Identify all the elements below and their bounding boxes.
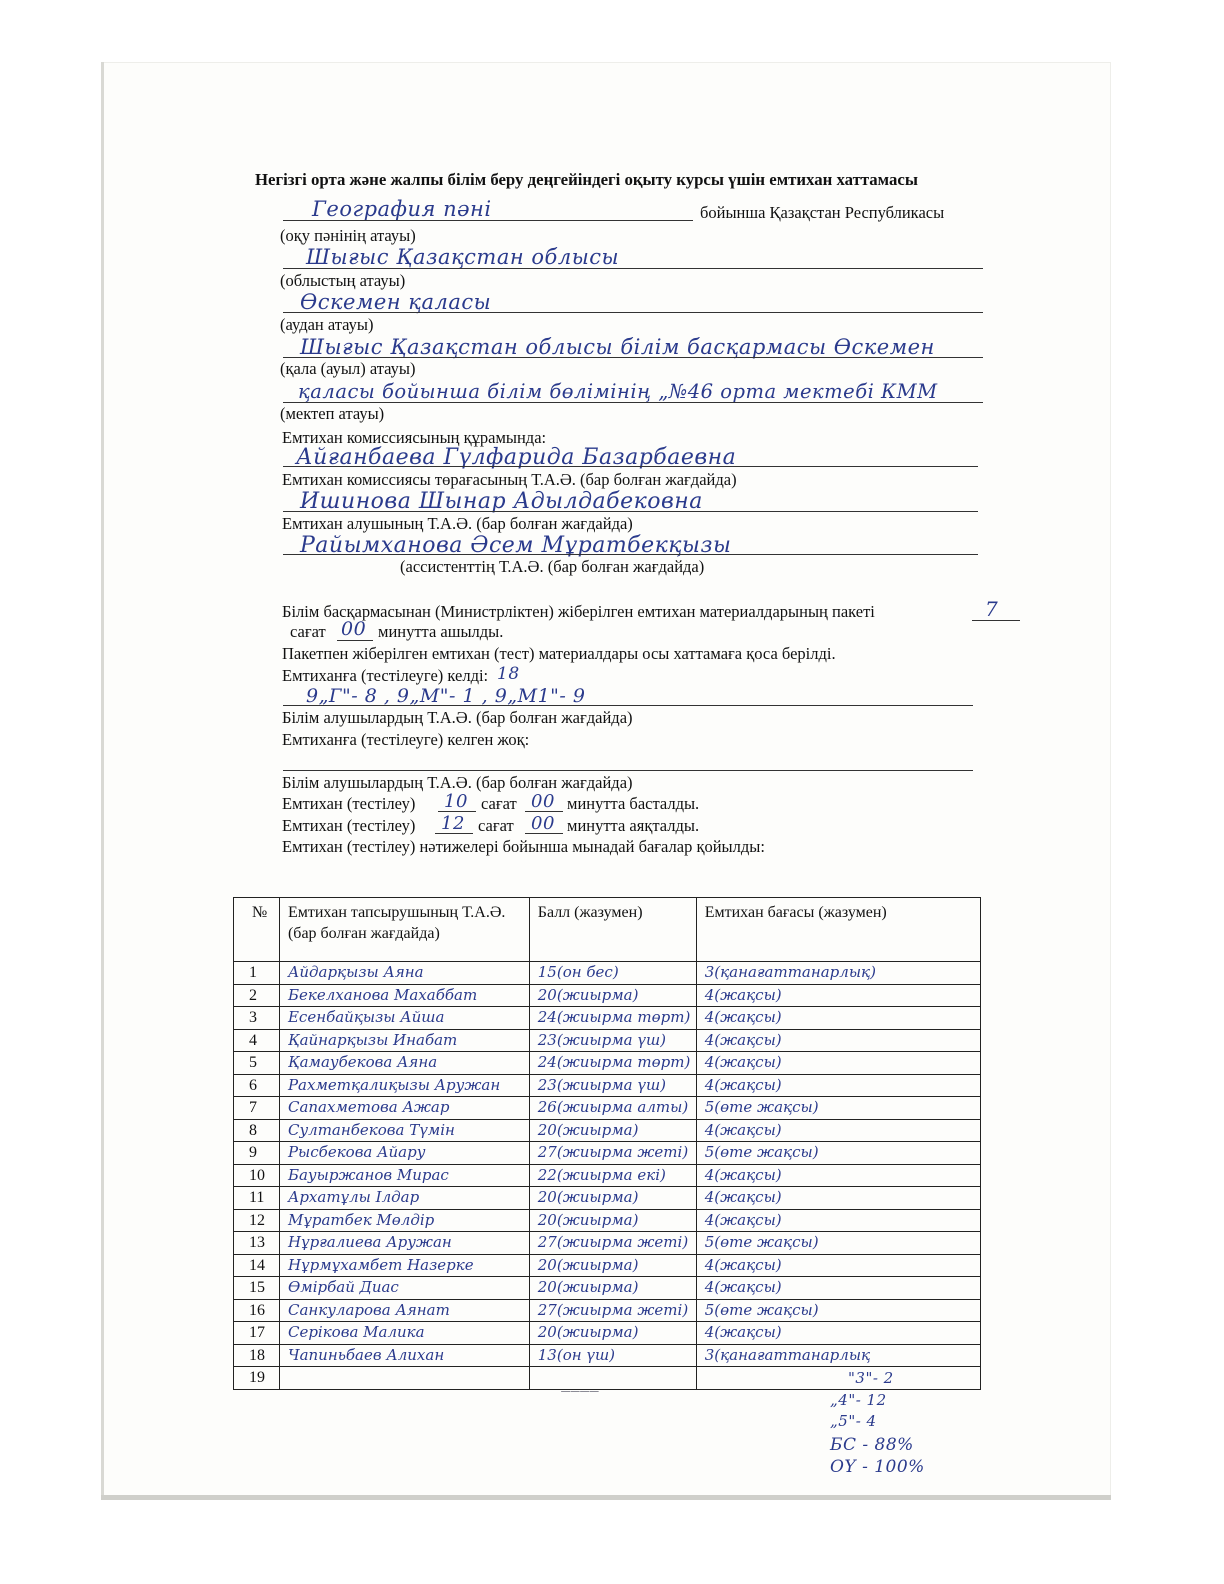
student-name: Серікова Малика (287, 1323, 425, 1341)
region-value: Шығыс Қазақстан облысы (306, 245, 620, 269)
student-grade-cell (696, 1187, 980, 1210)
student-grade-cell (696, 1119, 980, 1142)
student-grade-cell (696, 1097, 980, 1120)
student-grade: 4(жақсы) (704, 1188, 782, 1206)
student-grade: 4(жақсы) (704, 1008, 782, 1026)
document-title: Негізгі орта және жалпы білім беру деңгейіндегі оқыту курсы үшін емтихан хаттамасы (255, 170, 918, 189)
subject-underline (283, 220, 693, 221)
city-value: Шығыс Қазақстан облысы білім басқармасы Өскемен (300, 335, 935, 359)
row-number: 1 (234, 962, 280, 985)
student-name-cell (279, 1299, 529, 1322)
row-number: 12 (234, 1209, 280, 1232)
student-grade: 3(қанағаттанарлық) (704, 963, 876, 981)
student-name: Бекелханова Махаббат (287, 985, 478, 1004)
student-score: 20(жиырма) (537, 1120, 639, 1139)
attended-underline (283, 705, 973, 706)
student-grade: 5(өте жақсы) (704, 1233, 819, 1251)
subject-caption: (оқу пәнінің атауы) (280, 226, 416, 245)
student-score: 15(он бес) (537, 963, 619, 981)
package-minute-underline (337, 640, 373, 641)
table-row (234, 1142, 981, 1165)
student-grade-cell (696, 1367, 980, 1390)
student-grade-cell (696, 984, 980, 1007)
student-score: 20(жиырма) (537, 1210, 639, 1229)
student-score-cell (529, 1074, 696, 1097)
city-caption: (қала (ауыл) атауы) (280, 359, 416, 378)
student-name-cell (279, 1232, 529, 1255)
student-grade-cell (696, 1322, 980, 1345)
package-line-1: Білім басқармасынан (Министрліктен) жіберілген емтихан материалдарының пакеті (282, 602, 875, 621)
student-name-cell (279, 1322, 529, 1345)
table-row (234, 984, 981, 1007)
table-header-row (234, 898, 981, 962)
table-row (234, 962, 981, 985)
student-grade-cell (696, 1052, 980, 1075)
district-caption: (аудан атауы) (280, 315, 374, 334)
summary-grade-4: „4"- 12 (830, 1391, 887, 1409)
row-number: 2 (234, 984, 280, 1007)
student-grade: 4(жақсы) (704, 1278, 782, 1296)
student-name: Есенбайқызы Айша (287, 1008, 445, 1026)
start-minute-underline (525, 811, 563, 812)
student-score-cell (529, 984, 696, 1007)
student-name: Мұратбек Мөлдiр (287, 1210, 435, 1229)
student-grade: 4(жақсы) (704, 1210, 782, 1229)
page-edge-shadow (101, 62, 104, 1498)
student-score-cell (529, 1232, 696, 1255)
summary-grade-3: "3"- 2 (848, 1369, 894, 1387)
attended-label: Емтиханға (тестілеуге) келді: (282, 666, 489, 685)
package-hour-label: сағат (290, 622, 326, 641)
row-number: 16 (234, 1299, 280, 1322)
student-name: Султанбекова Түмін (287, 1120, 455, 1139)
student-name-cell (279, 1277, 529, 1300)
row-number: 17 (234, 1322, 280, 1345)
student-grade: 3(қанағаттанарлық (704, 1345, 871, 1364)
student-name: Қайнарқызы Инабат (287, 1030, 458, 1049)
student-grade: 4(жақсы) (704, 1120, 782, 1139)
student-name-cell (279, 1097, 529, 1120)
table-row (234, 1164, 981, 1187)
header-grade: Емтихан бағасы (жазумен) (696, 898, 980, 962)
chair-name: Айғанбаева Гүлфарида Базарбаевна (296, 445, 737, 470)
results-table (233, 897, 981, 1390)
student-score: 20(жиырма) (537, 1323, 639, 1341)
district-underline (283, 312, 983, 313)
header-number: № (234, 898, 280, 962)
examiner-caption: Емтихан алушының Т.А.Ә. (бар болған жағдайда) (282, 514, 633, 533)
student-score: 26(жиырма алты) (537, 1098, 689, 1116)
student-name: Нұрмұхамбет Назерке (287, 1255, 474, 1274)
student-name: Сапахметова Ажар (287, 1098, 450, 1116)
student-score-cell (529, 1097, 696, 1120)
student-grade-cell (696, 1164, 980, 1187)
student-score: 23(жиырма үш) (537, 1030, 667, 1049)
summary-success: ОҮ - 100% (830, 1457, 925, 1477)
student-name-cell (279, 1007, 529, 1030)
assistant-caption: (ассистенттің Т.А.Ә. (бар болған жағдайда) (400, 557, 705, 576)
student-grade-cell (696, 1232, 980, 1255)
school-underline (283, 402, 983, 403)
start-hour-underline (438, 811, 476, 812)
student-name-cell (279, 1052, 529, 1075)
pen-stroke-mark: ⎯⎯⎯⎯ (560, 1380, 598, 1401)
package-minute: 00 (341, 618, 367, 640)
table-row (234, 1277, 981, 1300)
student-score-cell (529, 1322, 696, 1345)
end-suffix: минутта аяқталды. (567, 816, 700, 835)
district-value: Өскемен қаласы (300, 290, 492, 314)
student-grade-cell (696, 1254, 980, 1277)
student-score-cell (529, 1254, 696, 1277)
row-number: 4 (234, 1029, 280, 1052)
school-caption: (мектеп атауы) (280, 404, 385, 423)
student-name: Нұрғалиева Аружан (287, 1233, 452, 1251)
student-grade: 5(өте жақсы) (704, 1098, 819, 1116)
student-name-cell (279, 1344, 529, 1367)
table-row (234, 1074, 981, 1097)
student-name-cell (279, 984, 529, 1007)
page-bottom-shadow (101, 1495, 1111, 1500)
examiner-underline (283, 511, 978, 512)
student-score-cell (529, 962, 696, 985)
student-grade-cell (696, 1007, 980, 1030)
table-row (234, 1299, 981, 1322)
student-score-cell (529, 1007, 696, 1030)
table-row (234, 1232, 981, 1255)
student-grade: 4(жақсы) (704, 1255, 782, 1274)
table-row (234, 1007, 981, 1030)
student-name: Чапиньбаев Алихан (287, 1345, 445, 1364)
student-score: 20(жиырма) (537, 1255, 639, 1274)
absent-underline (283, 770, 973, 771)
package-line-3: Пакетпен жіберілген емтихан (тест) материалдары осы хаттамаға қоса берілді. (282, 644, 836, 663)
attended-caption: Білім алушылардың Т.А.Ә. (бар болған жағдайда) (282, 708, 633, 727)
row-number: 14 (234, 1254, 280, 1277)
summary-quality: БС - 88% (830, 1435, 914, 1455)
student-score: 24(жиырма төрт) (537, 1008, 691, 1026)
student-score: 20(жиырма) (537, 1278, 639, 1296)
table-row (234, 1029, 981, 1052)
student-score-cell (529, 1367, 696, 1390)
student-grade-cell (696, 1209, 980, 1232)
student-score: 22(жиырма екі) (537, 1165, 666, 1184)
student-score: 20(жиырма) (537, 985, 639, 1004)
student-grade-cell (696, 1029, 980, 1052)
student-grade: 4(жақсы) (704, 1165, 782, 1184)
summary-grade-5: „5"- 4 (830, 1412, 877, 1430)
table-row (234, 1322, 981, 1345)
row-number: 3 (234, 1007, 280, 1030)
student-score-cell (529, 1164, 696, 1187)
student-score: 13(он үш) (537, 1345, 616, 1364)
chair-caption: Емтихан комиссиясы төрағасының Т.А.Ә. (бар болған жағдайда) (282, 470, 737, 489)
student-grade-cell (696, 1299, 980, 1322)
student-name: Архатұлы Ілдар (287, 1188, 420, 1206)
table-row (234, 1052, 981, 1075)
row-number: 7 (234, 1097, 280, 1120)
region-underline (283, 268, 983, 269)
end-hour-underline (435, 833, 473, 834)
end-prefix: Емтихан (тестілеу) (282, 816, 416, 835)
student-score: 27(жиырма жеті) (537, 1300, 689, 1319)
student-name-cell (279, 1164, 529, 1187)
region-caption: (облыстың атауы) (280, 271, 406, 290)
school-value: қаласы бойынша білім бөлімінің „№46 орта мектебі КММ (298, 380, 938, 403)
student-grade: 4(жақсы) (704, 1075, 782, 1094)
student-score: 20(жиырма) (537, 1188, 639, 1206)
student-name: Рысбекова Айару (287, 1143, 426, 1161)
student-grade: 4(жақсы) (704, 985, 782, 1004)
student-score: 27(жиырма жеті) (537, 1233, 689, 1251)
student-name: Рахметқалиқызы Аружан (287, 1075, 501, 1094)
student-grade-cell (696, 1277, 980, 1300)
results-intro: Емтихан (тестілеу) нәтижелері бойынша мынадай бағалар қойылды: (282, 837, 765, 856)
student-name: Өмірбай Диас (287, 1278, 399, 1296)
end-mid: сағат (478, 816, 514, 835)
student-grade-cell (696, 1344, 980, 1367)
city-underline (283, 357, 983, 358)
start-minute: 00 (531, 791, 555, 812)
end-minute-underline (525, 833, 563, 834)
student-score-cell (529, 1187, 696, 1210)
row-number: 9 (234, 1142, 280, 1165)
student-score: 23(жиырма үш) (537, 1075, 667, 1094)
subject-suffix: бойынша Қазақстан Республикасы (700, 203, 945, 222)
student-name-cell (279, 1254, 529, 1277)
row-number: 13 (234, 1232, 280, 1255)
commission-label: Емтихан комиссиясының құрамында: (282, 428, 547, 447)
start-mid: сағат (481, 794, 517, 813)
table-row (234, 1254, 981, 1277)
assistant-name: Райымханова Әсем Мұратбекқызы (300, 533, 732, 558)
student-score-cell (529, 1344, 696, 1367)
student-grade: 4(жақсы) (704, 1053, 782, 1071)
end-minute: 00 (531, 813, 555, 834)
table-row (234, 1209, 981, 1232)
student-name-cell (279, 1367, 529, 1390)
student-name-cell (279, 1209, 529, 1232)
student-grade-cell (696, 1142, 980, 1165)
student-name-cell (279, 1074, 529, 1097)
absent-caption: Білім алушылардың Т.А.Ә. (бар болған жағдайда) (282, 773, 633, 792)
row-number: 11 (234, 1187, 280, 1210)
table-row (234, 1119, 981, 1142)
row-number: 19 (234, 1367, 280, 1390)
student-grade-cell (696, 1074, 980, 1097)
row-number: 8 (234, 1119, 280, 1142)
student-score-cell (529, 1029, 696, 1052)
student-name-cell (279, 1142, 529, 1165)
student-name-cell (279, 962, 529, 985)
student-grade: 4(жақсы) (704, 1323, 782, 1341)
student-name-cell (279, 1029, 529, 1052)
end-hour: 12 (441, 813, 465, 834)
table-row (234, 1097, 981, 1120)
attended-count: 18 (497, 664, 520, 684)
student-grade: 5(өте жақсы) (704, 1143, 819, 1161)
package-hour-underline (972, 620, 1020, 621)
attended-classes: 9„Г"- 8 , 9„М"- 1 , 9„М1"- 9 (306, 685, 586, 707)
package-hour: 7 (985, 597, 999, 621)
examiner-name: Ишинова Шынар Адылдабековна (300, 489, 703, 514)
student-grade: 4(жақсы) (704, 1030, 782, 1049)
student-name: Бауыржанов Мирас (287, 1165, 449, 1184)
student-score-cell (529, 1142, 696, 1165)
row-number: 10 (234, 1164, 280, 1187)
table-row (234, 1344, 981, 1367)
student-score: 24(жиырма төрт) (537, 1053, 691, 1071)
subject-value: География пәні (312, 197, 492, 221)
row-number: 6 (234, 1074, 280, 1097)
student-name: Айдарқызы Аяна (287, 963, 424, 981)
header-score: Балл (жазумен) (529, 898, 696, 962)
header-name: Емтихан тапсырушының Т.А.Ә. (бар болған жағдайда) (279, 898, 529, 962)
table-row (234, 1187, 981, 1210)
start-suffix: минутта басталды. (567, 794, 700, 813)
start-hour: 10 (444, 791, 468, 812)
assistant-underline (283, 554, 978, 555)
student-score-cell (529, 1299, 696, 1322)
absent-label: Емтиханға (тестілеуге) келген жоқ: (282, 730, 530, 749)
row-number: 15 (234, 1277, 280, 1300)
start-prefix: Емтихан (тестілеу) (282, 794, 416, 813)
student-score-cell (529, 1119, 696, 1142)
student-score: 27(жиырма жеті) (537, 1143, 689, 1161)
row-number: 18 (234, 1344, 280, 1367)
student-name: Санкуларова Аянат (287, 1300, 450, 1319)
student-grade-cell (696, 962, 980, 985)
row-number: 5 (234, 1052, 280, 1075)
chair-underline (283, 466, 978, 467)
student-score-cell (529, 1052, 696, 1075)
student-grade: 5(өте жақсы) (704, 1300, 819, 1319)
student-score-cell (529, 1277, 696, 1300)
student-name-cell (279, 1187, 529, 1210)
student-score-cell (529, 1209, 696, 1232)
package-line-2-end: минутта ашылды. (378, 622, 504, 641)
student-name: Қамаубекова Аяна (287, 1053, 438, 1071)
student-name-cell (279, 1119, 529, 1142)
